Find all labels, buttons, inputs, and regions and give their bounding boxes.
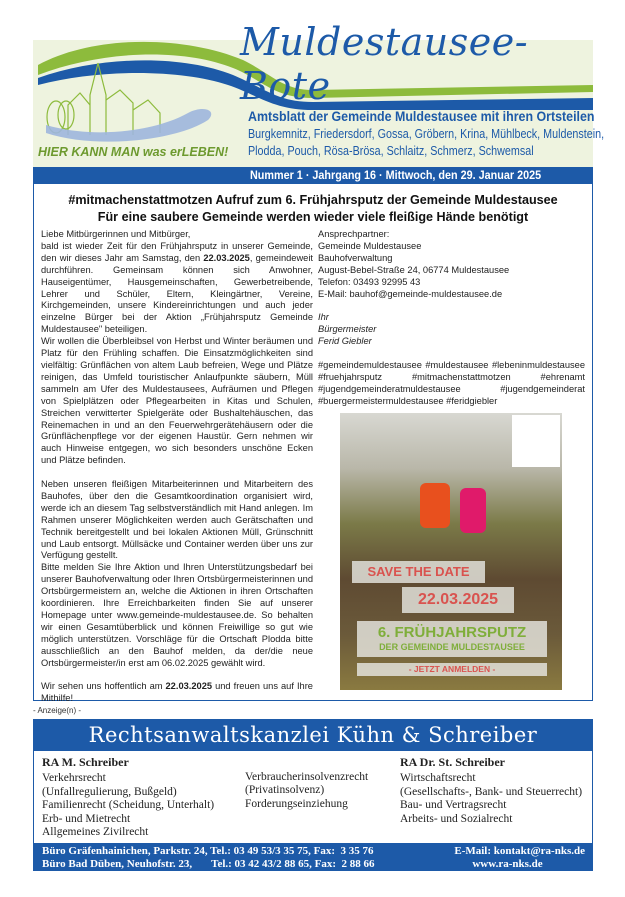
- office-address: Büro Bad Düben, Neuhofstr. 23, Tel.: 03 42 43/2 88 65, Fax: 2 88 66: [42, 858, 375, 870]
- text: und freuen uns auf Ihre Mithilfe!: [41, 681, 313, 704]
- lawyer-name: RA M. Schreiber: [42, 755, 129, 769]
- practice-area: Erb- und Mietrecht: [42, 812, 131, 825]
- ad-email[interactable]: E-Mail: kontakt@ra-nks.de: [454, 845, 585, 857]
- ad-column-lawyer-1: [42, 756, 237, 839]
- poster-organizer: DER GEMEINDE MULDESTAUSEE: [379, 642, 525, 652]
- lawyer-name: RA Dr. St. Schreiber: [400, 755, 505, 769]
- slogan: HIER KANN MAN was erLEBEN!: [38, 145, 229, 159]
- paragraph: Wir wollen die Überbleibsel von Herbst und Winter beräumen und Platz für den Frühling schaffen. Die Einsatzmöglichkeiten sind vielfältig: Grünflächen von altem Laub befreien, Wege und Plätze reinigen, das Umfeld touristischer Anlaufpunkte säubern, Müll sammeln am Ufer des Muldestausees, Aufräumen und Pflegen von Spielplätzen oder Pflegearbeiten in Kitas und Schulen, Streichen verwitterter Spielgeräte oder Bushaltehäuschen, das Reinemachen in und an den Feuerwehrgerätehäusern oder die Grünflächenpflege vor der eigenen Haustür. Gern nehmen wir auch Hinweise entgegen, wo sich besonders unschöne Ecken und Plätze befinden.: [41, 336, 313, 466]
- signature: [318, 312, 585, 348]
- paragraph: Neben unseren fleißigen Mitarbeiterinnen und Mitarbeitern des Bauhofes, über den die Gesamtkoordination organisiert wird, werde ich an diesem Tag selbstverständlich mit Hand anlegen. Im Rahmen unserer Möglichkeiten werden auch Gerätschaften und Technik bereitgestellt und bei lokalen Aktionen Müll, Grünschnitt und Laub entsorgt. Müllsäcke und Container werden über uns zur Verfügung gestellt.: [41, 479, 313, 561]
- person-figure: [460, 488, 486, 533]
- village-list-line: Burgkemnitz, Friedersdorf, Gossa, Gröbern, Krina, Mühlbeck, Muldenstein,: [248, 127, 605, 141]
- practice-area: Wirtschaftsrecht: [400, 772, 476, 785]
- contact-line: Gemeinde Muldestausee: [318, 240, 422, 251]
- contact-address: August-Bebel-Straße 24, 06774 Muldestausee: [318, 264, 510, 275]
- contact-email: E-Mail: bauhof@gemeinde-muldestausee.de: [318, 288, 503, 299]
- practice-area: Verkehrsrecht: [42, 772, 106, 785]
- practice-area: Forderungseinziehung: [245, 797, 348, 810]
- event-date: 22.03.2025: [203, 252, 250, 263]
- ad-title: Rechtsanwaltskanzlei Kühn & Schreiber: [88, 723, 538, 747]
- article-right-column: [318, 229, 585, 408]
- practice-area: Arbeits- und Sozialrecht: [400, 812, 513, 825]
- person-figure: [420, 483, 450, 528]
- ad-website[interactable]: www.ra-nks.de: [472, 858, 543, 870]
- article-left-column: [41, 229, 313, 705]
- signature-line: Bürgermeister: [318, 324, 377, 335]
- poster-event: [357, 621, 547, 657]
- contact-block: [318, 229, 585, 300]
- text: , gemeindeweit durchführen. Gemeinsam können sich Anwohner, Hauseigentümer, Hausgemeinschaften, Gewerbetreibende, Lehrer und Schüler, Eltern, Kleingärtner, Vereine, Kirchgemeinden, unsere Kindereinrichtungen und auch jeder einzelne Bürger bei der Aktion „Frühjahrsputz Gemeinde Muldestausee" beteiligen.: [41, 252, 313, 335]
- event-poster-image: [340, 413, 562, 690]
- contact-line: Ansprechpartner:: [318, 229, 390, 239]
- practice-area: Familienrecht (Scheidung, Unterhalt): [42, 799, 215, 812]
- poster-save-the-date: SAVE THE DATE: [352, 561, 485, 583]
- text: bald ist wieder Zeit für den Frühjahrsputz in unserer Gemeinde, den wir dieses Jahr am Samstag, den: [41, 240, 313, 263]
- paragraph: Bitte melden Sie Ihre Aktion und Ihren Unterstützungsbedarf bei unserer Bauhofverwaltung oder Ihren Ortsbürgermeisterinnen und Ortsbürgermeistern an, welche die Aktionen in ihren Ortschaften koordinieren. Ihre Erreichbarkeiten finden Sie auf unserer Homepage unter www.gemeinde-muldestausee.de. So behalten wir einen Gesamtüberblick und können Freiwillige so gut wie möglich unterstützen. Vorschläge für die Ortschaft Plodda bitte ausschließlich an den Bauhof melden, da der/die neue Ortsbürgermeister/in erst am 06.02.2025 gewählt wird.: [41, 562, 313, 668]
- poster-cta: - JETZT ANMELDEN -: [357, 663, 547, 676]
- practice-area: (Privatinsolvenz): [245, 784, 325, 797]
- event-date: 22.03.2025: [165, 681, 213, 692]
- signature-line: Ihr: [318, 312, 329, 323]
- subtitle: Amtsblatt der Gemeinde Muldestausee mit ihren Ortsteilen: [248, 109, 595, 124]
- newspaper-title: Muldestausee-Bote: [240, 20, 529, 108]
- municipality-logo-icon: [512, 415, 560, 467]
- paragraph: [41, 241, 313, 336]
- practice-area: Verbraucherinsolvenzrecht: [245, 771, 369, 783]
- ad-label: - Anzeige(n) -: [33, 706, 82, 715]
- article-subheadline: Für eine saubere Gemeinde werden wieder viele fleißige Hände benötigt: [97, 210, 529, 224]
- practice-area: (Gesellschafts-, Bank- und Steuerrecht): [400, 785, 583, 798]
- practice-area: Allgemeines Zivilrecht: [42, 826, 149, 839]
- practice-area: Bau- und Vertragsrecht: [400, 799, 507, 812]
- poster-date: 22.03.2025: [402, 587, 514, 613]
- village-list-line: Plodda, Pouch, Rösa-Brösa, Schlaitz, Schmerz, Schwemsal: [248, 144, 534, 158]
- contact-line: Bauhofverwaltung: [318, 252, 393, 263]
- signature-name: Ferid Giebler: [318, 336, 372, 347]
- issue-info: Nummer 1 · Jahrgang 16 · Mittwoch, den 29. Januar 2025: [250, 168, 542, 182]
- greeting: Liebe Mitbürgerinnen und Mitbürger,: [41, 229, 191, 239]
- ad-column-lawyer-2: [400, 756, 590, 826]
- ad-column-middle: [245, 771, 393, 811]
- article-headline: #mitmachenstattmotzen Aufruf zum 6. Frühjahrsputz der Gemeinde Muldestausee: [68, 193, 558, 207]
- town-logo-icon: [38, 55, 238, 145]
- poster-event-title: 6. FRÜHJAHRSPUTZ: [377, 624, 527, 641]
- contact-phone: Telefon: 03493 92995 43: [318, 276, 421, 287]
- office-address: Büro Gräfenhainichen, Parkstr. 24, Tel.: 03 49 53/3 35 75, Fax: 3 35 76: [42, 845, 374, 857]
- hashtags: #gemeindemuldestausee #muldestausee #lebeninmuldestausee #fruehjahrsputz #mitmachenstattmotzen #ehrenamt #jugendgemeinderatmuldestausee #jugendgemeinderat #buergermeistermuldestausee #feridgiebler: [318, 359, 585, 406]
- text: Wir sehen uns hoffentlich am: [41, 681, 166, 692]
- practice-area: (Unfallregulierung, Bußgeld): [42, 785, 177, 798]
- paragraph: [41, 681, 313, 705]
